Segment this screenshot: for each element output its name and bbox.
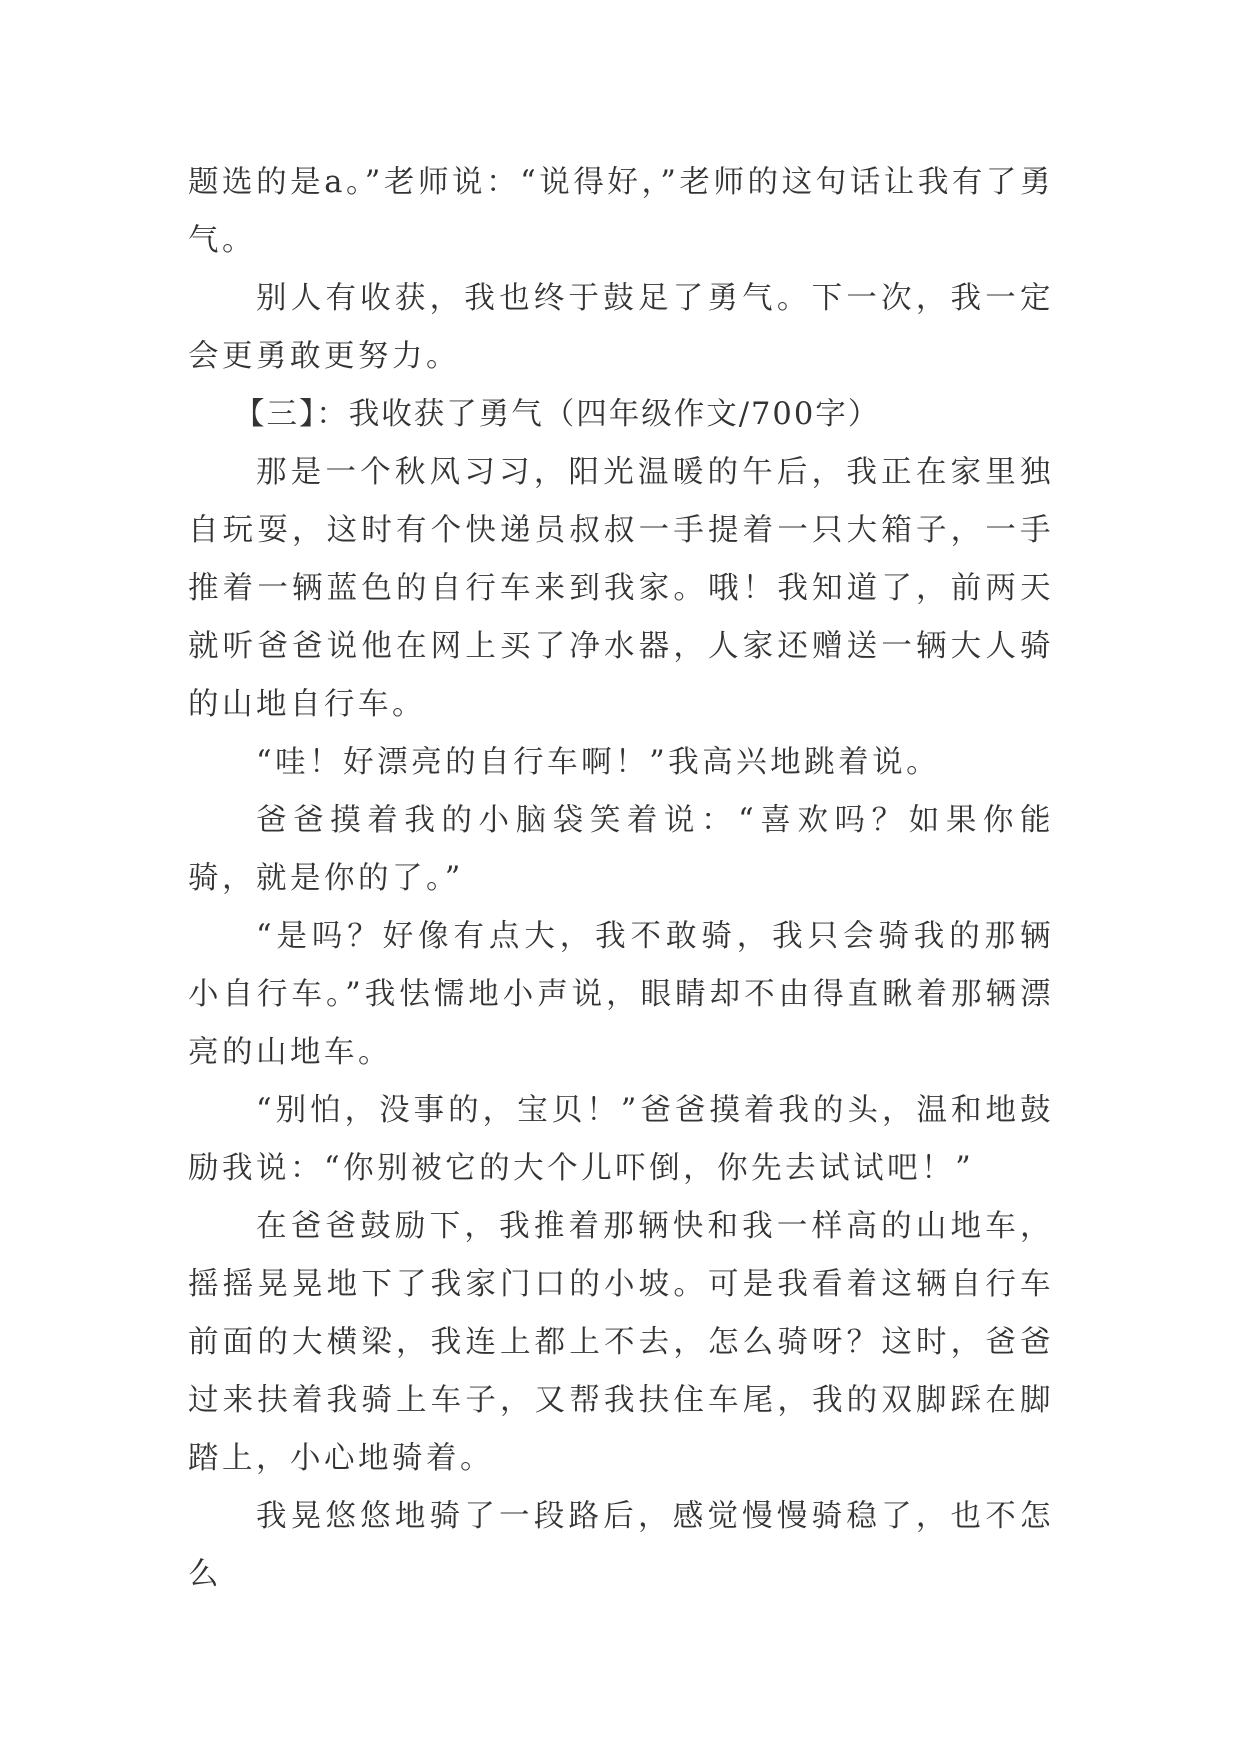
paragraph: 在爸爸鼓励下，我推着那辆快和我一样高的山地车，摇摇晃晃地下了我家门口的小坡。可是我看着这辆自行车前面的大横梁，我连上都上不去，怎么骑呀？这时，爸爸过来扶着我骑上车子，又帮我扶住车尾，我的双脚踩在脚踏上，小心地骑着。 xyxy=(188,1209,1054,1476)
paragraph: 别人有收获，我也终于鼓足了勇气。下一次，我一定会更勇敢更努力。 xyxy=(188,281,1054,374)
paragraph: 爸爸摸着我的小脑袋笑着说：“喜欢吗？如果你能骑，就是你的了。” xyxy=(188,803,1054,896)
paragraph: 那是一个秋风习习，阳光温暖的午后，我正在家里独自玩耍，这时有个快递员叔叔一手提着一只大箱子，一手推着一辆蓝色的自行车来到我家。哦！我知道了，前两天就听爸爸说他在网上买了净水器，人家还赠送一辆大人骑的山地自行车。 xyxy=(188,455,1054,722)
paragraph: “哇！好漂亮的自行车啊！”我高兴地跳着说。 xyxy=(256,745,941,780)
paragraph: 我晃悠悠地骑了一段路后，感觉慢慢骑稳了，也不怎么 xyxy=(188,1499,1054,1592)
paragraph: “是吗？好像有点大，我不敢骑，我只会骑我的那辆小自行车。”我怯懦地小声说，眼睛却不由得直瞅着那辆漂亮的山地车。 xyxy=(188,919,1054,1070)
essay-body xyxy=(188,154,1054,1604)
paragraph: “别怕，没事的，宝贝！”爸爸摸着我的头，温和地鼓励我说：“你别被它的大个儿吓倒，你先去试试吧！” xyxy=(188,1093,1054,1186)
paragraph: 题选的是a。”老师说：“说得好，”老师的这句话让我有了勇气。 xyxy=(188,165,1054,258)
section-heading: 【三】：我收获了勇气（四年级作文/700字） xyxy=(234,397,881,432)
